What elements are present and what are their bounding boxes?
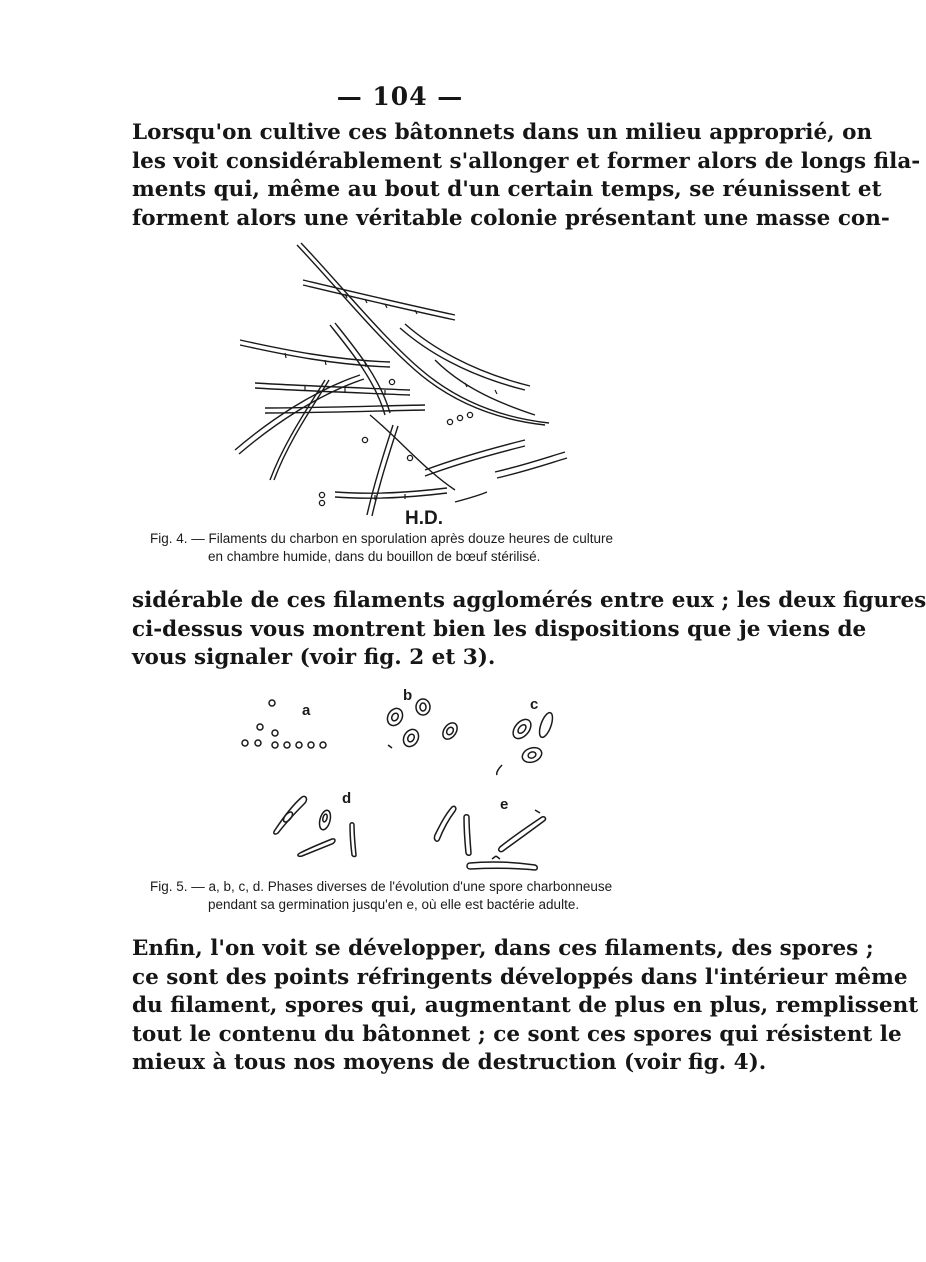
filament: [370, 415, 455, 490]
phase-label-d: d: [342, 790, 352, 807]
filament: [240, 345, 390, 367]
spore: [319, 492, 324, 497]
filament: [303, 285, 455, 320]
filament: [265, 410, 425, 413]
filament: [330, 325, 385, 415]
spore: [447, 419, 452, 424]
text-line: forment alors une véritable colonie présentant une masse con-: [132, 205, 890, 231]
spore: [467, 412, 472, 417]
phase-label-e: e: [500, 796, 509, 813]
text-line: mieux à tous nos moyens de destruction (voir fig. 4).: [132, 1050, 767, 1075]
filament: [303, 280, 455, 315]
paragraph-continuation: [132, 587, 926, 673]
caption-line: en chambre humide, dans du bouillon de bœuf stérilisé.: [208, 549, 541, 564]
filament: [265, 405, 425, 408]
text-line: ments qui, même au bout d'un certain temps, se réunissent et: [132, 177, 882, 202]
filament: [301, 243, 549, 423]
filament: [435, 360, 535, 415]
filament: [335, 488, 447, 493]
spore: [457, 415, 462, 420]
caption-line: pendant sa germination jusqu'en e, où elle est bactérie adulte.: [208, 897, 580, 912]
paragraph-spores: [132, 935, 919, 1078]
spore: [319, 500, 324, 505]
paragraph-intro: [132, 119, 921, 233]
filament: [367, 425, 393, 515]
text-line: Enfin, l'on voit se développer, dans ces filaments, des spores ;: [132, 936, 874, 961]
phase-label-a: a: [302, 702, 311, 719]
page-number: — 104 —: [336, 82, 464, 111]
figure-4-filaments-illustration: [225, 240, 585, 530]
text-line: sidérable de ces filaments agglomérés entre eux ; les deux figures: [132, 588, 926, 613]
caption-line: Fig. 5. — a, b, c, d. Phases diverses de l'évolution d'une spore charbonneuse: [150, 879, 613, 894]
text-line: vous signaler (voir fig. 2 et 3).: [132, 645, 496, 670]
illustrator-signature: H.D.: [405, 508, 443, 529]
filament: [455, 492, 487, 502]
text-line: ce sont des points réfringents développés dans l'intérieur même: [132, 964, 908, 990]
filament: [274, 380, 329, 480]
text-line: du filament, spores qui, augmentant de plus en plus, remplissent: [132, 993, 919, 1018]
filament: [372, 426, 398, 516]
figure-4-caption: [150, 530, 670, 566]
phase-label-b: b: [403, 687, 413, 704]
filament: [400, 328, 525, 390]
filament: [425, 440, 525, 470]
caption-line: Fig. 4. — Filaments du charbon en sporulation après douze heures de culture: [150, 531, 614, 546]
text-line: tout le contenu du bâtonnet ; ce sont ces spores qui résistent le: [132, 1021, 902, 1047]
filament: [297, 245, 545, 425]
figure-5-caption: [150, 878, 670, 914]
filament: [497, 458, 567, 478]
filament: [335, 493, 447, 498]
phase-label-c: c: [530, 696, 539, 713]
spore: [389, 379, 394, 384]
figure-5-spore-phases-illustration: [230, 685, 570, 880]
spore: [407, 455, 412, 460]
filament: [240, 340, 390, 362]
filament: [425, 446, 525, 476]
text-line: Lorsqu'on cultive ces bâtonnets dans un milieu approprié, on: [132, 120, 873, 145]
spore: [362, 437, 367, 442]
text-line: ci-dessus vous montrent bien les dispositions que je viens de: [132, 616, 867, 642]
text-line: les voit considérablement s'allonger et former alors de longs fila-: [132, 148, 921, 174]
